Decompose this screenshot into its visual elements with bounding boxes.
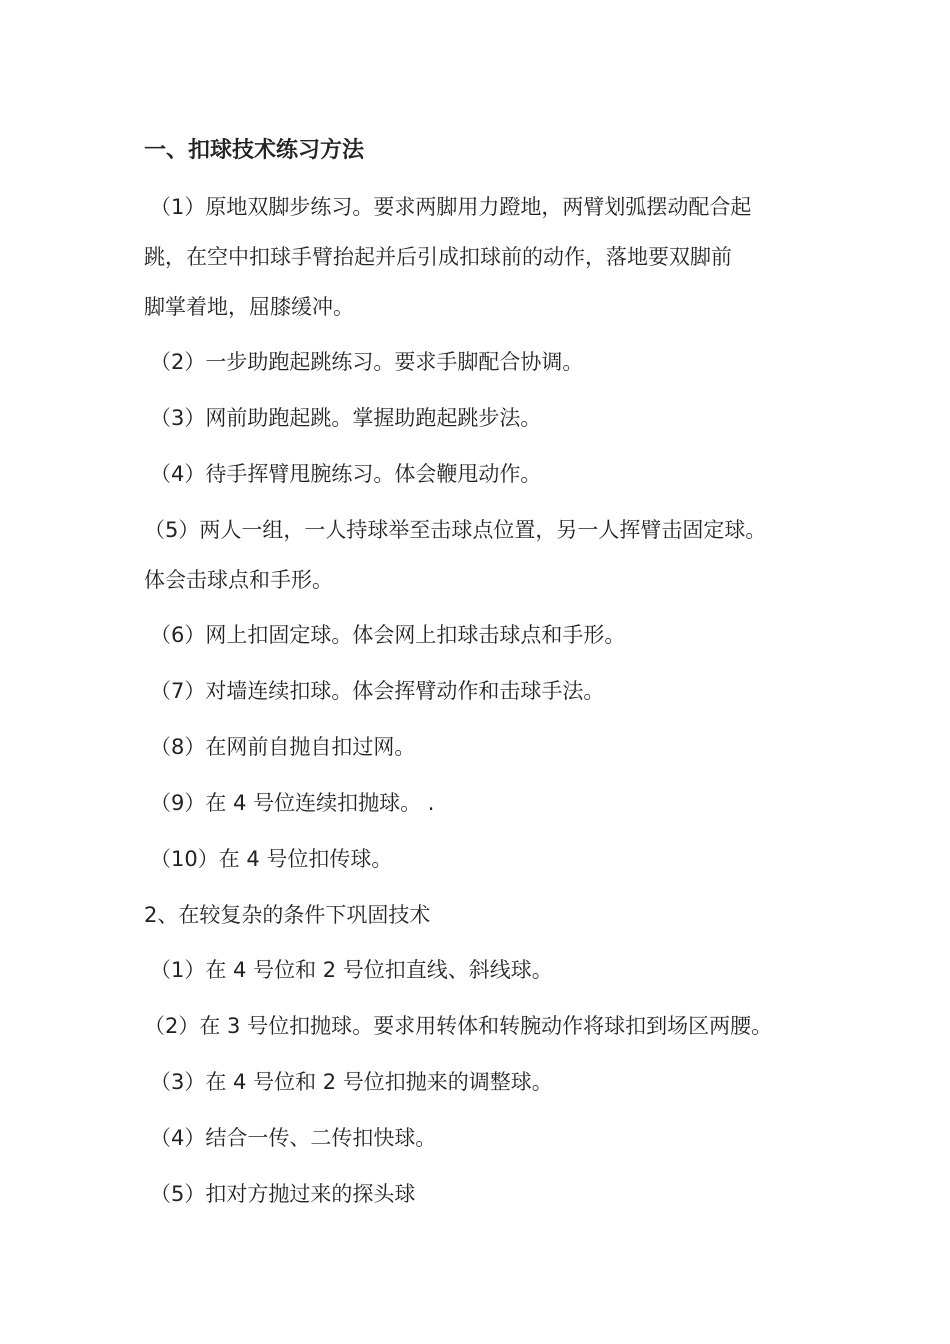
paragraph-line: 跳，在空中扣球手臂抬起并后引成扣球前的动作，落地要双脚前 xyxy=(144,245,732,269)
paragraph-line: （10）在 4 号位扣传球。 xyxy=(150,847,393,871)
section-heading: 一、扣球技术练习方法 xyxy=(144,138,365,163)
paragraph-line: （3）在 4 号位和 2 号位扣抛来的调整球。 xyxy=(150,1070,553,1094)
paragraph-line: （4）待手挥臂甩腕练习。体会鞭甩动作。 xyxy=(150,462,542,486)
paragraph-line: （6）网上扣固定球。体会网上扣球击球点和手形。 xyxy=(150,623,626,647)
paragraph-line: （5）两人一组，一人持球举至击球点位置，另一人挥臂击固定球。 xyxy=(144,518,767,542)
paragraph-line: （9）在 4 号位连续扣抛球。 . xyxy=(150,791,435,815)
paragraph-line: （8）在网前自抛自扣过网。 xyxy=(150,735,416,759)
paragraph-line: （2）在 3 号位扣抛球。要求用转体和转腕动作将球扣到场区两腰。 xyxy=(144,1014,773,1038)
paragraph-line: （4）结合一传、二传扣快球。 xyxy=(150,1126,437,1150)
paragraph-line: （1）原地双脚步练习。要求两脚用力蹬地，两臂划弧摆动配合起 xyxy=(150,195,752,219)
paragraph-line: （3）网前助跑起跳。掌握助跑起跳步法。 xyxy=(150,406,542,430)
section-subheading: 2、在较复杂的条件下巩固技术 xyxy=(144,903,431,927)
paragraph-line: （7）对墙连续扣球。体会挥臂动作和击球手法。 xyxy=(150,679,605,703)
paragraph-line: 脚掌着地，屈膝缓冲。 xyxy=(144,295,354,319)
paragraph-line: （1）在 4 号位和 2 号位扣直线、斜线球。 xyxy=(150,958,553,982)
paragraph-line: （5）扣对方抛过来的探头球 xyxy=(150,1182,416,1206)
paragraph-line: 体会击球点和手形。 xyxy=(144,568,333,592)
paragraph-line: （2）一步助跑起跳练习。要求手脚配合协调。 xyxy=(150,350,584,374)
